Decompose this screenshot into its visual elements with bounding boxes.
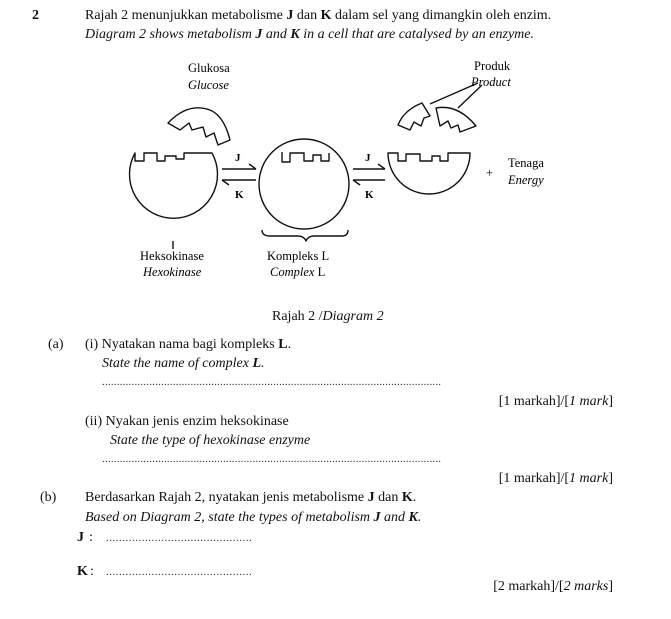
intro-malay-text-1: Rajah 2 menunjukkan metabolisme [85,8,287,23]
glucose-label-english: Glucose [188,78,229,92]
part-a-i-malay-text-3: . [287,337,292,352]
product-label-english: Product [471,75,511,89]
part-b-k-answer-line[interactable]: ............................................. [106,566,253,578]
glucose-substrate-shape [168,108,230,145]
part-a-ii-malay: (ii) Nyakan jenis enzim heksokinase [85,414,289,429]
energy-label-english: Energy [508,173,544,187]
part-a-ii-answer-line[interactable]: ................................................................................................................... [102,453,442,465]
arrow-label-k-2: K [365,189,374,201]
part-a-ii-marks-text-2: 1 mark [569,471,609,486]
part-b-english-j: J [373,510,381,525]
part-b-marks [493,579,613,595]
product-piece-right-shape [436,107,476,132]
part-b-english-text-3: . [417,510,422,525]
arrow-j-1-head [249,164,256,169]
intro-english-text-3: in a cell that are catalysed by an enzyme. [299,27,535,42]
part-a-i-english-l: L [252,356,262,371]
part-a-i-english-text-1: State the name of complex [102,356,253,371]
part-b-malay [85,490,416,506]
energy-label-malay: Tenaga [508,156,544,170]
part-a-label: (a) [48,337,64,352]
part-b-english-text-2: and [380,510,409,525]
diagram-caption-malay: Rajah 2 / [272,309,323,324]
arrow-k-2-head [353,180,360,185]
intro-malay-text-3: dalam sel yang dimangkin oleh enzim. [331,8,552,23]
part-b-malay-j: J [367,490,375,505]
hexokinase-label-english: Hexokinase [143,265,202,279]
part-a-i-marks-text-3: ] [608,394,613,409]
plus-sign: + [486,166,494,180]
part-a-i-marks [499,394,613,410]
part-b-marks-text-3: ] [608,579,613,594]
product-label-malay: Produk [474,59,511,73]
arrow-k-1-head [222,180,229,185]
part-b-malay-text-1: Berdasarkan Rajah 2, nyatakan jenis metabolisme [85,490,368,505]
part-b-j-colon: : [89,530,93,545]
part-a-ii-marks [499,471,613,487]
enzyme-after-reaction-shape [388,153,470,194]
complex-l-brace [262,230,348,241]
part-b-j-label: J [77,530,84,545]
product-piece-left-shape [398,103,430,130]
arrow-j-2-head [378,164,385,169]
part-a-ii-marks-text-1: [1 markah]/[ [498,471,570,486]
part-b-malay-k: K [401,490,413,505]
part-a-i-english [102,356,265,372]
part-a-i-marks-text-1: [1 markah]/[ [498,394,570,409]
intro-english-text-2: and [262,27,291,42]
part-a-i-marks-text-2: 1 mark [569,394,609,409]
arrow-label-j-2: J [365,152,371,164]
part-b-english [85,510,421,526]
part-a-i-answer-line[interactable]: ................................................................................................................... [102,376,442,388]
part-a-i-malay-l: L [278,337,288,352]
complex-l-active-site [282,152,329,162]
part-b-malay-text-2: dan [374,490,402,505]
complex-l-label-malay: Kompleks L [267,249,330,263]
part-b-english-k: K [408,510,418,525]
intro-english-text-1: Diagram 2 shows metabolism [85,27,256,42]
glucose-label-malay: Glukosa [188,61,230,75]
part-b-k-colon: : [90,564,94,579]
arrow-label-k-1: K [235,189,244,201]
part-b-malay-text-3: . [412,490,417,505]
arrow-label-j-1: J [235,152,241,164]
complex-l-label-english: Complex L [270,265,326,279]
part-a-i-malay-text-1: (i) Nyatakan nama bagi kompleks [85,337,279,352]
intro-english-j: J [255,27,263,42]
intro-malay-text-2: dan [293,8,321,23]
part-b-j-answer-line[interactable]: ............................................. [106,532,253,544]
metabolism-diagram [0,0,671,300]
part-b-k-label: K [77,564,88,579]
hexokinase-label-malay: Heksokinase [140,249,204,263]
intro-malay-j: J [286,8,294,23]
part-a-i-malay [85,337,291,353]
part-b-marks-text-1: [2 markah]/[ [493,579,564,594]
part-b-marks-text-2: 2 marks [563,579,609,594]
diagram-caption [272,309,384,325]
intro-english-k: K [290,27,300,42]
part-a-ii-marks-text-3: ] [608,471,613,486]
part-a-i-english-text-3: . [261,356,265,371]
intro-malay-k: K [320,8,332,23]
part-a-ii-english: State the type of hexokinase enzyme [110,433,311,448]
part-b-label: (b) [40,490,57,505]
diagram-caption-english: Diagram 2 [322,309,384,324]
part-b-english-text-1: Based on Diagram 2, state the types of metabolism [85,510,374,525]
hexokinase-enzyme-shape [130,153,218,218]
question-number: 2 [32,8,39,23]
